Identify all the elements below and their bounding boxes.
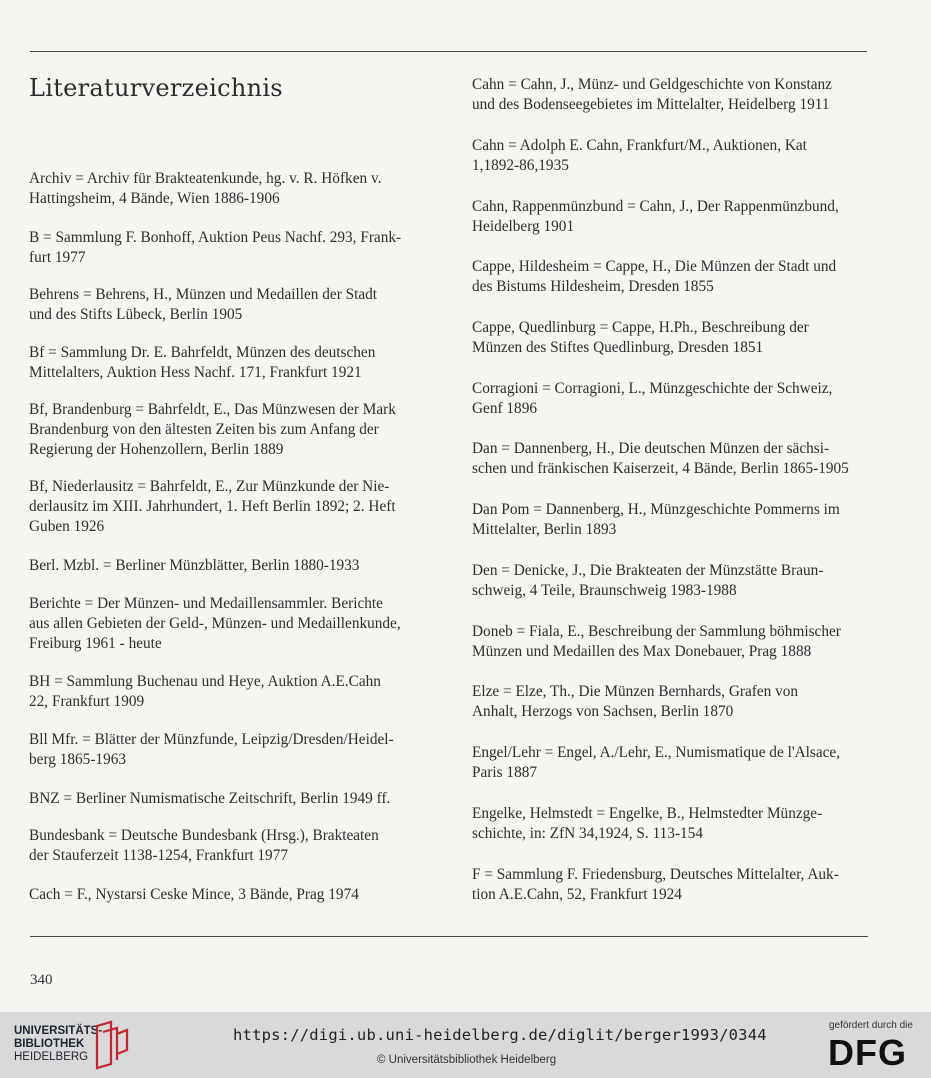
entry-line: Engel/Lehr = Engel, A./Lehr, E., Numismatique de l'Alsace, xyxy=(472,744,841,761)
bibliography-entry xyxy=(472,136,807,176)
page-title: Literaturverzeichnis xyxy=(29,74,283,102)
bibliography-entry xyxy=(472,439,849,479)
entry-line: Archiv = Archiv für Brakteatenkunde, hg. v. R. Höfken v. xyxy=(29,170,382,187)
entry-line: BNZ = Berliner Numismatische Zeitschrift, Berlin 1949 ff. xyxy=(29,790,391,807)
entry-line: 1,1892-86,1935 xyxy=(472,157,569,174)
entry-line: Regierung der Hohenzollern, Berlin 1889 xyxy=(29,441,284,458)
entry-line: Engelke, Helmstedt = Engelke, B., Helmstedter Münzge- xyxy=(472,805,823,822)
entry-line: F = Sammlung F. Friedensburg, Deutsches Mittelalter, Auk- xyxy=(472,866,839,883)
entry-line: Cahn, Rappenmünzbund = Cahn, J., Der Rappenmünzbund, xyxy=(472,198,839,215)
entry-line: Münzen des Stiftes Quedlinburg, Dresden 1851 xyxy=(472,339,764,356)
entry-line: Cach = F., Nystarsi Ceske Mince, 3 Bände, Prag 1974 xyxy=(29,886,359,903)
entry-line: Doneb = Fiala, E., Beschreibung der Sammlung böhmischer xyxy=(472,623,841,640)
entry-line: Bll Mfr. = Blätter der Münzfunde, Leipzig/Dresden/Heidel- xyxy=(29,731,394,748)
entry-line: des Bistums Hildesheim, Dresden 1855 xyxy=(472,278,714,295)
entry-line: Elze = Elze, Th., Die Münzen Bernhards, Grafen von xyxy=(472,683,799,700)
bibliography-entry xyxy=(29,228,401,268)
bibliography-entry xyxy=(472,500,840,540)
bibliography-entry xyxy=(29,477,396,537)
bibliography-entry xyxy=(29,826,379,866)
top-rule xyxy=(30,51,867,52)
funder-label: gefördert durch die xyxy=(829,1020,913,1031)
entry-line: Anhalt, Herzogs von Sachsen, Berlin 1870 xyxy=(472,703,734,720)
bibliography-entry xyxy=(472,865,839,905)
page-number: 340 xyxy=(30,972,53,988)
entry-line: Bf, Niederlausitz = Bahrfeldt, E., Zur Münzkunde der Nie- xyxy=(29,478,390,495)
bibliography-entry xyxy=(472,318,809,358)
library-name-line-1: UNIVERSITÄTS- xyxy=(14,1025,103,1037)
bibliography-entry xyxy=(29,885,359,905)
entry-line: aus allen Gebieten der Geld-, Münzen- und Medaillenkunde, xyxy=(29,615,401,632)
entry-line: schweig, 4 Teile, Braunschweig 1983-1988 xyxy=(472,582,737,599)
entry-line: Heidelberg 1901 xyxy=(472,218,575,235)
entry-line: Brandenburg von den ältesten Zeiten bis zum Anfang der xyxy=(29,421,379,438)
entry-line: Behrens = Behrens, H., Münzen und Medaillen der Stadt xyxy=(29,286,378,303)
bibliography-entry xyxy=(472,257,836,297)
bibliography-entry xyxy=(472,379,832,419)
bibliography-entry xyxy=(29,343,375,383)
library-name-line-3: HEIDELBERG xyxy=(14,1051,89,1063)
bibliography-entry xyxy=(29,594,401,654)
entry-line: 22, Frankfurt 1909 xyxy=(29,693,145,710)
library-name-line-2: BIBLIOTHEK xyxy=(14,1038,85,1050)
bibliography-entry xyxy=(29,400,396,460)
entry-line: Den = Denicke, J., Die Brakteaten der Münzstätte Braun- xyxy=(472,562,824,579)
entry-line: Dan = Dannenberg, H., Die deutschen Münzen der sächsi- xyxy=(472,440,830,457)
entry-line: Mittelalter, Berlin 1893 xyxy=(472,521,617,538)
entry-line: Corragioni = Corragioni, L., Münzgeschichte der Schweiz, xyxy=(472,380,833,397)
entry-line: schen und fränkischen Kaiserzeit, 4 Bände, Berlin 1865-1905 xyxy=(472,460,849,477)
entry-line: Dan Pom = Dannenberg, H., Münzgeschichte Pommerns im xyxy=(472,501,840,518)
entry-line: Freiburg 1961 - heute xyxy=(29,635,162,652)
entry-line: Paris 1887 xyxy=(472,764,538,781)
entry-line: BH = Sammlung Buchenau und Heye, Auktion A.E.Cahn xyxy=(29,673,381,690)
entry-line: Mittelalters, Auktion Hess Nachf. 171, Frankfurt 1921 xyxy=(29,364,362,381)
bibliography-entry xyxy=(29,730,394,770)
entry-line: B = Sammlung F. Bonhoff, Auktion Peus Nachf. 293, Frank- xyxy=(29,229,402,246)
entry-line: schichte, in: ZfN 34,1924, S. 113-154 xyxy=(472,825,703,842)
dfg-logo[interactable]: DFG xyxy=(828,1032,907,1073)
entry-line: berg 1865-1963 xyxy=(29,751,127,768)
bibliography-entry xyxy=(29,285,377,325)
library-logo-icon xyxy=(93,1020,129,1070)
bibliography-entry xyxy=(29,789,390,809)
entry-line: Bf = Sammlung Dr. E. Bahrfeldt, Münzen des deutschen xyxy=(29,344,376,361)
entry-line: und des Bodenseegebietes im Mittelalter, Heidelberg 1911 xyxy=(472,96,830,113)
bibliography-entry xyxy=(472,622,841,662)
entry-line: Cahn = Adolph E. Cahn, Frankfurt/M., Auktionen, Kat xyxy=(472,137,807,154)
library-logo-text[interactable] xyxy=(14,1025,102,1064)
copyright-notice: © Universitätsbibliothek Heidelberg xyxy=(377,1054,557,1066)
bottom-rule xyxy=(30,936,868,937)
entry-line: tion A.E.Cahn, 52, Frankfurt 1924 xyxy=(472,886,682,903)
entry-line: Münzen und Medaillen des Max Donebauer, Prag 1888 xyxy=(472,643,812,660)
entry-line: Guben 1926 xyxy=(29,518,105,535)
bibliography-entry xyxy=(472,75,832,115)
entry-line: Cahn = Cahn, J., Münz- und Geldgeschichte von Konstanz xyxy=(472,76,832,93)
entry-line: furt 1977 xyxy=(29,249,86,266)
entry-line: Hattingsheim, 4 Bände, Wien 1886-1906 xyxy=(29,190,280,207)
bibliography-entry xyxy=(472,804,822,844)
entry-line: Cappe, Quedlinburg = Cappe, H.Ph., Beschreibung der xyxy=(472,319,809,336)
entry-line: und des Stifts Lübeck, Berlin 1905 xyxy=(29,306,243,323)
bibliography-entry xyxy=(29,672,381,712)
entry-line: derlausitz im XIII. Jahrhundert, 1. Heft Berlin 1892; 2. Heft xyxy=(29,498,396,515)
bibliography-entry xyxy=(472,743,840,783)
entry-line: Berichte = Der Münzen- und Medaillensammler. Berichte xyxy=(29,595,383,612)
bibliography-entry xyxy=(472,197,839,237)
entry-line: Genf 1896 xyxy=(472,400,537,417)
entry-line: Bf, Brandenburg = Bahrfeldt, E., Das Münzwesen der Mark xyxy=(29,401,396,418)
permalink-url[interactable]: https://digi.ub.uni-heidelberg.de/diglit/berger1993/0344 xyxy=(233,1026,767,1044)
entry-line: Berl. Mzbl. = Berliner Münzblätter, Berlin 1880-1933 xyxy=(29,557,360,574)
bibliography-entry xyxy=(29,556,359,576)
bibliography-entry xyxy=(472,561,823,601)
bibliography-entry xyxy=(29,169,381,209)
entry-line: der Stauferzeit 1138-1254, Frankfurt 1977 xyxy=(29,847,288,864)
entry-line: Cappe, Hildesheim = Cappe, H., Die Münzen der Stadt und xyxy=(472,258,837,275)
viewer-footer xyxy=(0,1012,931,1078)
entry-line: Bundesbank = Deutsche Bundesbank (Hrsg.), Brakteaten xyxy=(29,827,379,844)
bibliography-entry xyxy=(472,682,798,722)
